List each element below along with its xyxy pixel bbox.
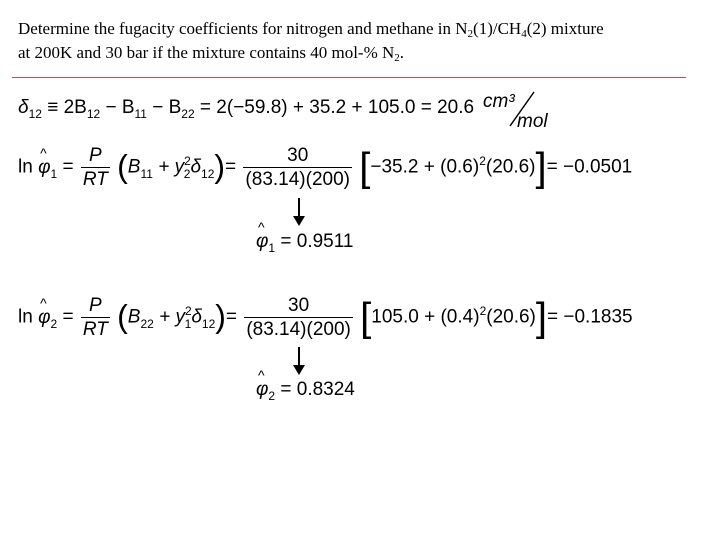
b11-term: B <box>127 156 141 178</box>
phi2-subscript: 2 <box>268 389 276 403</box>
equals-sign: = <box>225 156 237 178</box>
title-sub-2: 4 <box>521 28 527 40</box>
close-paren: ) <box>215 298 226 335</box>
phi-subscript: 1 <box>50 166 58 181</box>
constant-denominator: (83.14)(200) <box>245 169 350 190</box>
constant-denominator: (83.14)(200) <box>246 319 351 340</box>
close-paren: ) <box>214 148 226 185</box>
phi1-hat: ^ φ <box>256 232 268 251</box>
delta-subscript: 12 <box>201 316 216 331</box>
ln-label: ln <box>18 306 33 328</box>
delta-symbol: δ <box>18 97 29 118</box>
bracket-tail: (20.6) <box>486 306 536 328</box>
phi1-subscript: 1 <box>268 241 276 255</box>
y-term: + y <box>152 156 185 178</box>
phi2-equation: ln ^ $\varphi_2$ = $\frac{P}{RT}$ $(B_{22} + y^2_1\delta_{12})=$ $\frac{30}{(83.14)(200)}$ $[105.0 + (0.4)^2(20.6)]= -0.1835$ <box>18 296 633 339</box>
down-arrow-icon <box>298 198 300 218</box>
title-sub-1: 2 <box>467 28 474 40</box>
fraction-denominator: RT <box>82 319 108 340</box>
fraction-denominator: RT <box>82 169 108 190</box>
y-subscript: 2 <box>183 166 191 181</box>
phi2-hat: ^ φ <box>256 380 268 399</box>
title-text-5: . <box>399 43 405 62</box>
constant-fraction <box>244 296 353 339</box>
phi-hat: ^ φ <box>38 158 50 177</box>
phi-hat: ^ φ <box>38 308 50 327</box>
divider-line <box>12 77 686 78</box>
open-bracket: [ <box>359 145 371 190</box>
open-bracket: [ <box>360 295 372 340</box>
ln-phi1-result: = −0.0501 <box>546 156 633 178</box>
delta-term: δ <box>191 306 202 328</box>
delta-definition: ≡ 2B <box>47 97 87 118</box>
down-arrow-icon <box>298 347 300 367</box>
title-sub-3: 2 <box>394 52 400 64</box>
unit-denominator: mol <box>517 111 548 132</box>
title-text-2: (1)/CH <box>473 19 522 38</box>
title-text-4: at 200K and 30 bar if the mixture contains 40 mol-% N <box>18 43 395 62</box>
y-superscript: 2 <box>184 153 191 168</box>
phi2-value: = 0.8324 <box>275 379 355 400</box>
unit-numerator: cm³ <box>483 91 515 112</box>
delta-value: = 2(−59.8) + 35.2 + 105.0 = 20.6 <box>194 97 475 118</box>
b12-subscript: 12 <box>86 107 101 121</box>
p-over-rt-fraction <box>81 146 110 189</box>
p-over-rt-fraction <box>81 296 110 339</box>
phi1-result <box>256 231 354 255</box>
delta-equation <box>18 97 475 121</box>
ln-phi2-result: = −0.1835 <box>547 306 633 328</box>
bracket-content: 105.0 + (0.4) <box>371 306 480 328</box>
delta-subscript: 12 <box>201 166 215 181</box>
minus-b11: − B <box>100 97 135 118</box>
title-text-1: Determine the fugacity coefficients for nitrogen and methane in N <box>18 19 468 38</box>
constant-numerator: 30 <box>288 295 310 316</box>
y-superscript: 2 <box>184 303 192 318</box>
b22-subscript: 22 <box>140 316 154 331</box>
bracket-tail: (20.6) <box>485 156 536 178</box>
phi-subscript: 2 <box>50 316 58 331</box>
open-paren: ( <box>117 148 128 185</box>
delta-subscript: 12 <box>28 107 42 121</box>
phi1-equation: ln ^ $\varphi_1$ = $\frac{P}{RT}$ $(B_{11} + y^2_2\delta_{12})=$ $\frac{30}{(83.14)(200)}$ $[-35.2 + (0.6)^2(20.6)]= -0.0501$ <box>18 146 632 189</box>
b22-subscript: 22 <box>181 107 195 121</box>
fraction-numerator: P <box>88 295 102 316</box>
fraction-numerator: P <box>88 145 102 166</box>
title-text-3: (2) mixture <box>526 19 604 38</box>
phi1-value: = 0.9511 <box>275 231 354 252</box>
bracket-superscript: 2 <box>479 153 486 168</box>
problem-statement <box>18 17 713 65</box>
bracket-superscript: 2 <box>479 303 487 318</box>
b22-term: B <box>127 306 141 328</box>
y-subscript: 1 <box>184 316 192 331</box>
open-paren: ( <box>117 298 128 335</box>
equals-sign: = <box>225 306 238 328</box>
bracket-content: −35.2 + (0.6) <box>370 156 480 178</box>
b11-subscript: 11 <box>134 107 147 121</box>
y-term: + y <box>153 306 185 328</box>
ln-label: ln <box>18 156 33 178</box>
phi2-result <box>256 379 355 403</box>
constant-fraction <box>243 146 352 189</box>
b11-subscript: 11 <box>140 166 153 181</box>
close-bracket: ] <box>535 295 548 340</box>
close-bracket: ] <box>535 145 547 190</box>
minus-b22: − B <box>146 97 182 118</box>
delta-term: δ <box>190 156 202 178</box>
constant-numerator: 30 <box>287 145 309 166</box>
